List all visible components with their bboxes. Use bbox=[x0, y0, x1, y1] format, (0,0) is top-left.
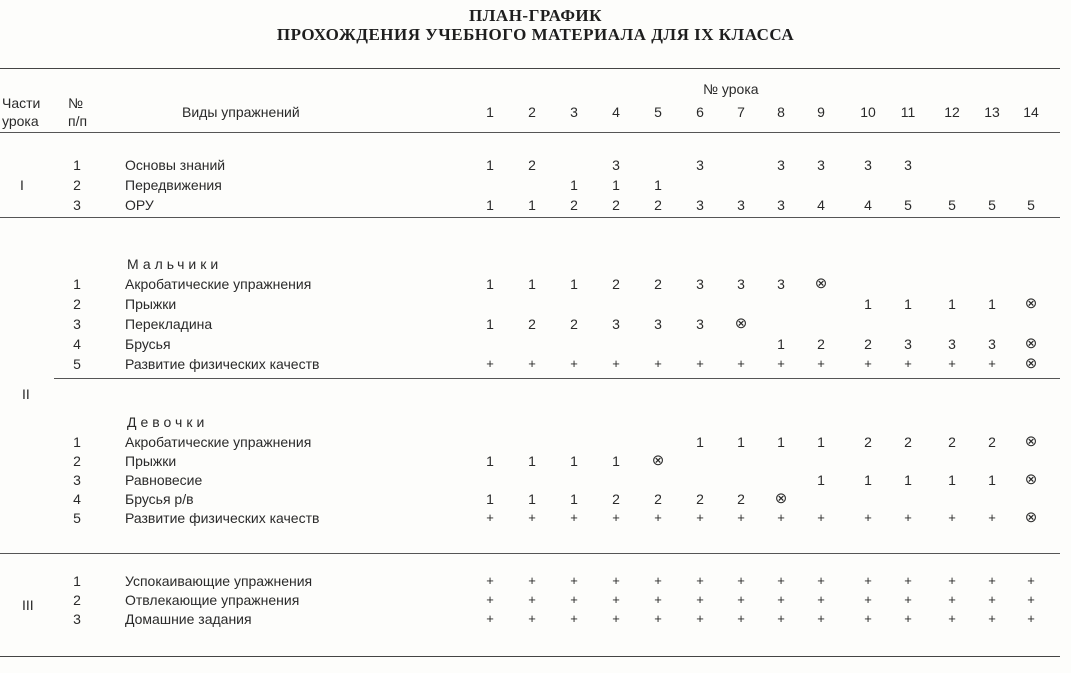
intensity-value: 4 bbox=[864, 197, 872, 213]
document-title-line2: ПРОХОЖДЕНИЯ УЧЕБНОГО МАТЕРИАЛА ДЛЯ IX КЛАССА bbox=[276, 25, 795, 44]
plus-mark: + bbox=[528, 356, 536, 371]
plus-mark: + bbox=[864, 573, 872, 588]
row-number: 3 bbox=[73, 197, 81, 213]
plus-mark: + bbox=[737, 592, 745, 607]
row-number: 1 bbox=[73, 573, 81, 589]
plus-mark: + bbox=[570, 573, 578, 588]
exercise-name: Основы знаний bbox=[125, 157, 226, 173]
plus-mark: + bbox=[737, 611, 745, 626]
lesson-number-header: 11 bbox=[900, 104, 916, 120]
plus-mark: + bbox=[696, 356, 704, 371]
intensity-value: 3 bbox=[904, 157, 912, 173]
plus-mark: + bbox=[988, 356, 996, 371]
intensity-value: 1 bbox=[864, 296, 872, 312]
plus-mark: + bbox=[570, 611, 578, 626]
intensity-value: 2 bbox=[817, 336, 825, 352]
intensity-value: 2 bbox=[864, 434, 872, 450]
intensity-value: 1 bbox=[486, 197, 494, 213]
plus-mark: + bbox=[696, 611, 704, 626]
lesson-part-label: II bbox=[22, 386, 30, 402]
section-rule-1 bbox=[0, 217, 1060, 218]
intensity-value: 1 bbox=[817, 472, 825, 488]
plus-mark: + bbox=[988, 510, 996, 525]
intensity-value: 3 bbox=[864, 157, 872, 173]
plus-mark: + bbox=[988, 573, 996, 588]
plus-mark: + bbox=[1027, 611, 1035, 626]
header-exercises: Виды упражнений bbox=[182, 104, 300, 120]
intensity-value: 1 bbox=[486, 491, 494, 507]
intensity-value: 3 bbox=[777, 276, 785, 292]
intensity-value: 5 bbox=[904, 197, 912, 213]
test-mark: ⊗ bbox=[1024, 295, 1038, 312]
intensity-value: 1 bbox=[904, 296, 912, 312]
header-lesson-no: № урока bbox=[703, 81, 759, 97]
plus-mark: + bbox=[817, 356, 825, 371]
subsection-title: Девочки bbox=[127, 414, 209, 430]
row-number: 2 bbox=[73, 453, 81, 469]
plus-mark: + bbox=[904, 573, 912, 588]
plus-mark: + bbox=[817, 510, 825, 525]
plus-mark: + bbox=[570, 356, 578, 371]
plus-mark: + bbox=[696, 510, 704, 525]
row-number: 1 bbox=[73, 434, 81, 450]
intensity-value: 2 bbox=[612, 276, 620, 292]
intensity-value: 1 bbox=[528, 276, 536, 292]
header-bottom-rule bbox=[0, 132, 1060, 133]
intensity-value: 1 bbox=[570, 453, 578, 469]
plus-mark: + bbox=[817, 611, 825, 626]
lesson-part-label: III bbox=[22, 597, 34, 613]
plus-mark: + bbox=[654, 573, 662, 588]
plus-mark: + bbox=[988, 611, 996, 626]
test-mark: ⊗ bbox=[1024, 355, 1038, 372]
lesson-part-label: I bbox=[20, 177, 24, 193]
intensity-value: 1 bbox=[904, 472, 912, 488]
plus-mark: + bbox=[777, 356, 785, 371]
plus-mark: + bbox=[777, 611, 785, 626]
exercise-name: ОРУ bbox=[125, 197, 154, 213]
intensity-value: 5 bbox=[948, 197, 956, 213]
intensity-value: 3 bbox=[696, 276, 704, 292]
section-rule-boys-girls bbox=[54, 378, 1060, 379]
header-num-line2: п/п bbox=[68, 113, 88, 129]
row-number: 5 bbox=[73, 510, 81, 526]
intensity-value: 2 bbox=[948, 434, 956, 450]
plus-mark: + bbox=[904, 356, 912, 371]
plus-mark: + bbox=[777, 510, 785, 525]
plus-mark: + bbox=[1027, 573, 1035, 588]
subsection-title: Мальчики bbox=[127, 256, 223, 272]
document-title-line1: ПЛАН-ГРАФИК bbox=[469, 6, 602, 25]
intensity-value: 3 bbox=[696, 197, 704, 213]
lesson-number-header: 14 bbox=[1023, 104, 1039, 120]
intensity-value: 3 bbox=[696, 157, 704, 173]
lesson-number-header: 5 bbox=[654, 104, 662, 120]
row-number: 4 bbox=[73, 336, 81, 352]
plus-mark: + bbox=[654, 611, 662, 626]
plus-mark: + bbox=[528, 573, 536, 588]
intensity-value: 5 bbox=[1027, 197, 1035, 213]
test-mark: ⊗ bbox=[1024, 335, 1038, 352]
intensity-value: 2 bbox=[654, 276, 662, 292]
plus-mark: + bbox=[612, 510, 620, 525]
intensity-value: 2 bbox=[904, 434, 912, 450]
plus-mark: + bbox=[570, 510, 578, 525]
row-number: 5 bbox=[73, 356, 81, 372]
plus-mark: + bbox=[486, 573, 494, 588]
row-number: 2 bbox=[73, 592, 81, 608]
test-mark: ⊗ bbox=[1024, 509, 1038, 526]
row-number: 1 bbox=[73, 157, 81, 173]
exercise-name: Отвлекающие упражнения bbox=[125, 592, 300, 608]
intensity-value: 3 bbox=[777, 157, 785, 173]
intensity-value: 2 bbox=[988, 434, 996, 450]
test-mark: ⊗ bbox=[774, 490, 788, 507]
exercise-name: Равновесие bbox=[125, 472, 203, 488]
intensity-value: 1 bbox=[570, 276, 578, 292]
intensity-value: 2 bbox=[864, 336, 872, 352]
lesson-number-header: 13 bbox=[984, 104, 1000, 120]
exercise-name: Передвижения bbox=[125, 177, 222, 193]
exercise-name: Прыжки bbox=[125, 453, 177, 469]
lesson-number-header: 4 bbox=[612, 104, 620, 120]
intensity-value: 1 bbox=[612, 177, 620, 193]
lesson-number-header: 3 bbox=[570, 104, 578, 120]
intensity-value: 2 bbox=[612, 197, 620, 213]
plus-mark: + bbox=[612, 356, 620, 371]
header-num-line1: № bbox=[68, 95, 84, 111]
intensity-value: 3 bbox=[948, 336, 956, 352]
plus-mark: + bbox=[696, 573, 704, 588]
plus-mark: + bbox=[1027, 592, 1035, 607]
intensity-value: 1 bbox=[696, 434, 704, 450]
intensity-value: 5 bbox=[988, 197, 996, 213]
exercise-name: Развитие физических качеств bbox=[125, 356, 320, 372]
plus-mark: + bbox=[486, 611, 494, 626]
plus-mark: + bbox=[904, 592, 912, 607]
intensity-value: 2 bbox=[737, 491, 745, 507]
intensity-value: 3 bbox=[612, 316, 620, 332]
row-number: 3 bbox=[73, 472, 81, 488]
intensity-value: 3 bbox=[654, 316, 662, 332]
intensity-value: 1 bbox=[570, 177, 578, 193]
intensity-value: 1 bbox=[737, 434, 745, 450]
plus-mark: + bbox=[528, 611, 536, 626]
plus-mark: + bbox=[864, 356, 872, 371]
plus-mark: + bbox=[612, 592, 620, 607]
intensity-value: 1 bbox=[528, 197, 536, 213]
row-number: 2 bbox=[73, 296, 81, 312]
intensity-value: 1 bbox=[777, 336, 785, 352]
intensity-value: 1 bbox=[654, 177, 662, 193]
test-mark: ⊗ bbox=[651, 452, 665, 469]
plus-mark: + bbox=[612, 611, 620, 626]
test-mark: ⊗ bbox=[814, 275, 828, 292]
plus-mark: + bbox=[864, 510, 872, 525]
plus-mark: + bbox=[817, 592, 825, 607]
plus-mark: + bbox=[737, 510, 745, 525]
plus-mark: + bbox=[486, 510, 494, 525]
plus-mark: + bbox=[696, 592, 704, 607]
exercise-name: Прыжки bbox=[125, 296, 177, 312]
exercise-name: Домашние задания bbox=[125, 611, 252, 627]
intensity-value: 3 bbox=[904, 336, 912, 352]
plus-mark: + bbox=[948, 510, 956, 525]
plus-mark: + bbox=[948, 356, 956, 371]
plus-mark: + bbox=[948, 573, 956, 588]
plus-mark: + bbox=[486, 592, 494, 607]
plus-mark: + bbox=[817, 573, 825, 588]
intensity-value: 3 bbox=[817, 157, 825, 173]
lesson-number-header: 1 bbox=[486, 104, 494, 120]
plus-mark: + bbox=[528, 592, 536, 607]
intensity-value: 1 bbox=[486, 157, 494, 173]
plus-mark: + bbox=[864, 611, 872, 626]
plus-mark: + bbox=[570, 592, 578, 607]
plus-mark: + bbox=[654, 592, 662, 607]
test-mark: ⊗ bbox=[734, 315, 748, 332]
lesson-number-header: 10 bbox=[860, 104, 876, 120]
table-top-rule bbox=[0, 68, 1060, 69]
row-number: 3 bbox=[73, 611, 81, 627]
exercise-name: Развитие физических качеств bbox=[125, 510, 320, 526]
plus-mark: + bbox=[654, 356, 662, 371]
intensity-value: 2 bbox=[612, 491, 620, 507]
table-bottom-rule bbox=[0, 656, 1060, 657]
plus-mark: + bbox=[612, 573, 620, 588]
plus-mark: + bbox=[777, 592, 785, 607]
intensity-value: 2 bbox=[654, 491, 662, 507]
intensity-value: 3 bbox=[737, 276, 745, 292]
plus-mark: + bbox=[904, 611, 912, 626]
exercise-name: Успокаивающие упражнения bbox=[125, 573, 313, 589]
plus-mark: + bbox=[948, 611, 956, 626]
intensity-value: 1 bbox=[817, 434, 825, 450]
intensity-value: 1 bbox=[948, 296, 956, 312]
intensity-value: 1 bbox=[988, 296, 996, 312]
intensity-value: 3 bbox=[737, 197, 745, 213]
intensity-value: 1 bbox=[612, 453, 620, 469]
plus-mark: + bbox=[486, 356, 494, 371]
intensity-value: 2 bbox=[528, 316, 536, 332]
intensity-value: 3 bbox=[612, 157, 620, 173]
intensity-value: 1 bbox=[486, 276, 494, 292]
plus-mark: + bbox=[654, 510, 662, 525]
exercise-name: Акробатические упражнения bbox=[125, 276, 312, 292]
exercise-name: Перекладина bbox=[125, 316, 213, 332]
exercise-name: Брусья bbox=[125, 336, 171, 352]
intensity-value: 1 bbox=[988, 472, 996, 488]
lesson-number-header: 9 bbox=[817, 104, 825, 120]
intensity-value: 1 bbox=[570, 491, 578, 507]
intensity-value: 2 bbox=[570, 316, 578, 332]
intensity-value: 1 bbox=[486, 316, 494, 332]
row-number: 1 bbox=[73, 276, 81, 292]
header-parts-line1: Части bbox=[2, 95, 41, 111]
plus-mark: + bbox=[864, 592, 872, 607]
test-mark: ⊗ bbox=[1024, 471, 1038, 488]
row-number: 3 bbox=[73, 316, 81, 332]
plus-mark: + bbox=[948, 592, 956, 607]
plus-mark: + bbox=[904, 510, 912, 525]
intensity-value: 1 bbox=[864, 472, 872, 488]
exercise-name: Брусья р/в bbox=[125, 491, 194, 507]
lesson-number-header: 6 bbox=[696, 104, 704, 120]
header-parts-line2: урока bbox=[2, 113, 39, 129]
lesson-number-header: 2 bbox=[528, 104, 536, 120]
intensity-value: 3 bbox=[696, 316, 704, 332]
intensity-value: 1 bbox=[528, 453, 536, 469]
intensity-value: 4 bbox=[817, 197, 825, 213]
lesson-number-header: 8 bbox=[777, 104, 785, 120]
intensity-value: 1 bbox=[777, 434, 785, 450]
row-number: 4 bbox=[73, 491, 81, 507]
intensity-value: 1 bbox=[948, 472, 956, 488]
intensity-value: 1 bbox=[528, 491, 536, 507]
plus-mark: + bbox=[988, 592, 996, 607]
section-rule-2 bbox=[0, 553, 1060, 554]
intensity-value: 2 bbox=[654, 197, 662, 213]
plus-mark: + bbox=[528, 510, 536, 525]
intensity-value: 3 bbox=[777, 197, 785, 213]
row-number: 2 bbox=[73, 177, 81, 193]
intensity-value: 2 bbox=[696, 491, 704, 507]
intensity-value: 3 bbox=[988, 336, 996, 352]
lesson-number-header: 7 bbox=[737, 104, 745, 120]
intensity-value: 2 bbox=[570, 197, 578, 213]
plus-mark: + bbox=[777, 573, 785, 588]
intensity-value: 2 bbox=[528, 157, 536, 173]
lesson-number-header: 12 bbox=[944, 104, 960, 120]
plus-mark: + bbox=[737, 356, 745, 371]
plus-mark: + bbox=[737, 573, 745, 588]
test-mark: ⊗ bbox=[1024, 433, 1038, 450]
exercise-name: Акробатические упражнения bbox=[125, 434, 312, 450]
intensity-value: 1 bbox=[486, 453, 494, 469]
